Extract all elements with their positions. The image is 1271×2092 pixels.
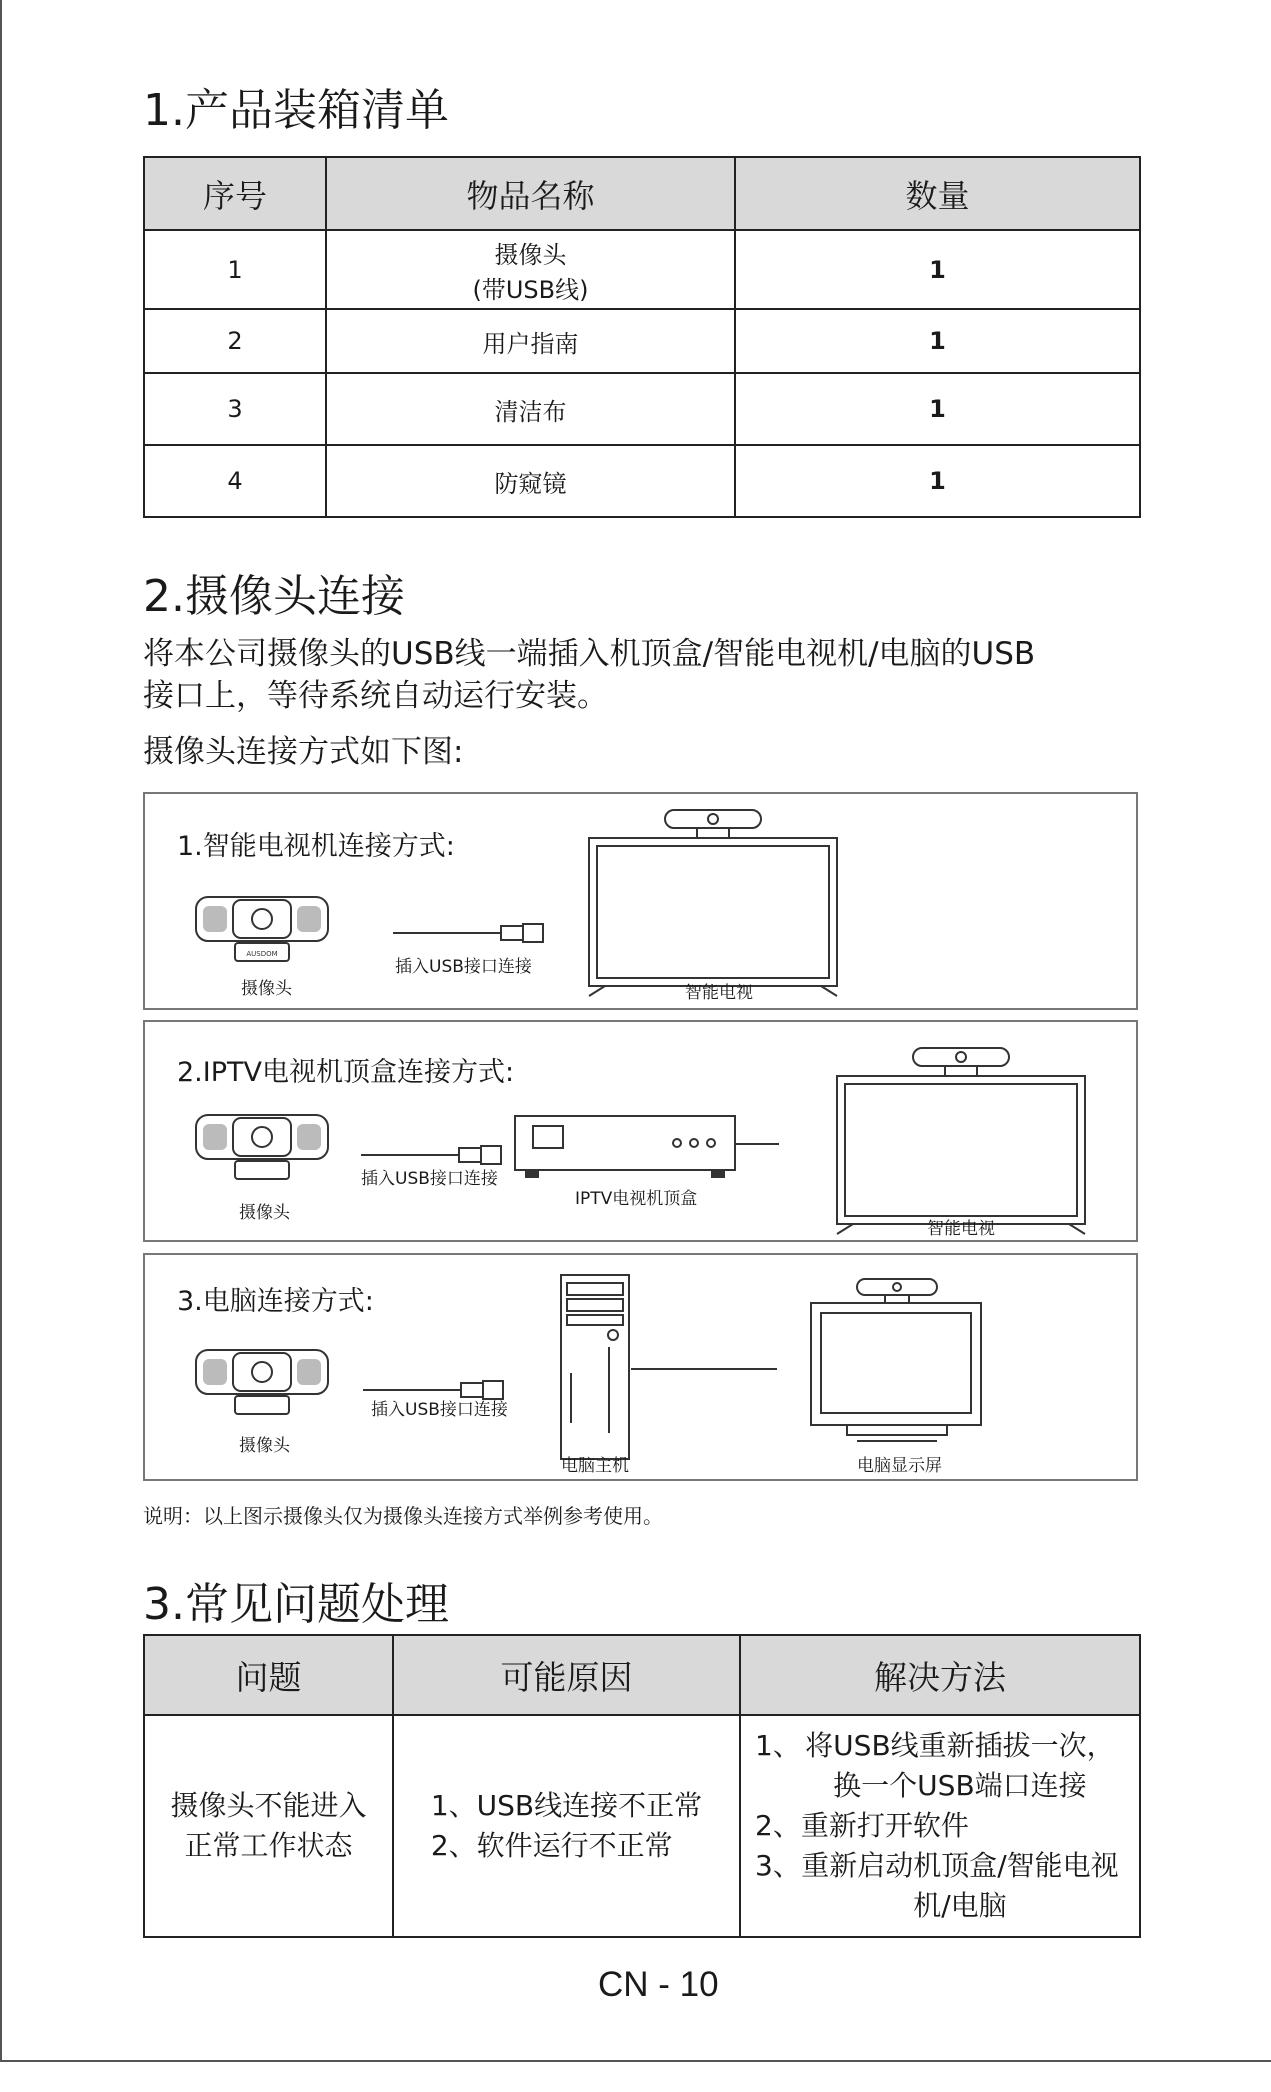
hdmi-cable-icon (735, 1134, 781, 1154)
solution-item (755, 1806, 1119, 1846)
problem-cell (144, 1715, 393, 1937)
table-header-row (144, 1635, 1140, 1715)
brand-mark: AUSDOM (246, 950, 278, 958)
problem-line1: 摄像头不能进入 (170, 1789, 367, 1822)
diagram-computer (143, 1253, 1138, 1481)
diagram-note: 说明：以上图示摄像头仅为摄像头连接方式举例参考使用。 (143, 1504, 663, 1528)
set-top-box-icon (511, 1112, 741, 1192)
webcam-icon (193, 1347, 333, 1417)
page-frame-bottom (0, 2060, 1271, 2062)
table-row (144, 373, 1140, 445)
camera-label: 摄像头 (239, 1203, 290, 1223)
row-qty: 1 (735, 445, 1140, 517)
section2-title: 2.摄像头连接 (143, 571, 405, 622)
cause-item: 2、软件运行不正常 (430, 1829, 673, 1862)
solution-num: 1、 (755, 1729, 801, 1762)
header-no: 序号 (144, 157, 326, 230)
section2-subtitle: 摄像头连接方式如下图: (143, 734, 464, 770)
webcam-icon (193, 1112, 333, 1182)
solution-num: 3、 (755, 1849, 801, 1882)
table-header-row (144, 157, 1140, 230)
header-cause: 可能原因 (393, 1635, 740, 1715)
table-row (144, 230, 1140, 309)
solution-text: 将USB线重新插拔一次，换一个USB端口连接 (805, 1729, 1115, 1802)
solution-text: 重新启动机顶盒/智能电视机/电脑 (801, 1849, 1119, 1922)
header-qty: 数量 (735, 157, 1140, 230)
page-frame-left (0, 0, 2, 2062)
solution-item (755, 1846, 1119, 1926)
row-name: 清洁布 (326, 373, 735, 445)
table-row (144, 445, 1140, 517)
camera-label: 摄像头 (239, 1436, 290, 1456)
section2-desc-line1: 将本公司摄像头的USB线一端插入机顶盒/智能电视机/电脑的USB (143, 636, 1036, 672)
pc-tower-icon (557, 1273, 637, 1463)
video-cable-icon (631, 1359, 779, 1379)
target-label: 智能电视 (685, 983, 753, 1003)
row-name (326, 230, 735, 309)
target-label: 电脑显示屏 (857, 1456, 942, 1476)
table-row (144, 1715, 1140, 1937)
cable-label: 插入USB接口连接 (361, 1169, 498, 1189)
camera-label: 摄像头 (241, 979, 292, 999)
row-qty: 1 (735, 309, 1140, 373)
diagram-iptv (143, 1020, 1138, 1242)
table-row (144, 309, 1140, 373)
smart-tv-icon (585, 806, 845, 1006)
box-label: IPTV电视机顶盒 (575, 1189, 698, 1209)
monitor-icon (807, 1277, 987, 1447)
row-name: 用户指南 (326, 309, 735, 373)
usb-cable-icon (391, 918, 551, 948)
header-problem: 问题 (144, 1635, 393, 1715)
cause-item: 1、USB线连接不正常 (430, 1789, 703, 1822)
troubleshooting-table (143, 1634, 1141, 1938)
diagram-title: 2.IPTV电视机顶盒连接方式: (177, 1057, 515, 1088)
row-no: 3 (144, 373, 326, 445)
header-solution: 解决方法 (740, 1635, 1140, 1715)
section1-title: 1.产品装箱清单 (143, 85, 449, 136)
target-label: 智能电视 (927, 1219, 995, 1239)
problem-line2: 正常工作状态 (184, 1829, 353, 1862)
solution-item (755, 1726, 1119, 1806)
section2-desc-line2: 接口上，等待系统自动运行安装。 (143, 678, 608, 714)
header-name: 物品名称 (326, 157, 735, 230)
smart-tv-icon (833, 1046, 1093, 1240)
row-name-line2: (带USB线) (472, 275, 589, 304)
row-no: 4 (144, 445, 326, 517)
row-name-line1: 摄像头 (494, 240, 567, 269)
row-name: 防窥镜 (326, 445, 735, 517)
row-qty: 1 (735, 230, 1140, 309)
page-number: CN - 10 (598, 1965, 719, 2004)
cable-label: 插入USB接口连接 (395, 957, 532, 977)
cause-cell (393, 1715, 740, 1937)
diagram-smart-tv (143, 792, 1138, 1010)
pc-label: 电脑主机 (561, 1456, 629, 1476)
row-no: 1 (144, 230, 326, 309)
solution-cell (740, 1715, 1140, 1937)
cable-label: 插入USB接口连接 (371, 1400, 508, 1420)
row-no: 2 (144, 309, 326, 373)
row-qty: 1 (735, 373, 1140, 445)
webcam-icon (193, 894, 333, 964)
solution-num: 2、 (755, 1809, 801, 1842)
section3-title: 3.常见问题处理 (143, 1579, 449, 1630)
packing-list-table (143, 156, 1141, 518)
diagram-title: 3.电脑连接方式: (177, 1286, 374, 1317)
solution-text: 重新打开软件 (800, 1809, 969, 1842)
diagram-title: 1.智能电视机连接方式: (177, 831, 455, 862)
